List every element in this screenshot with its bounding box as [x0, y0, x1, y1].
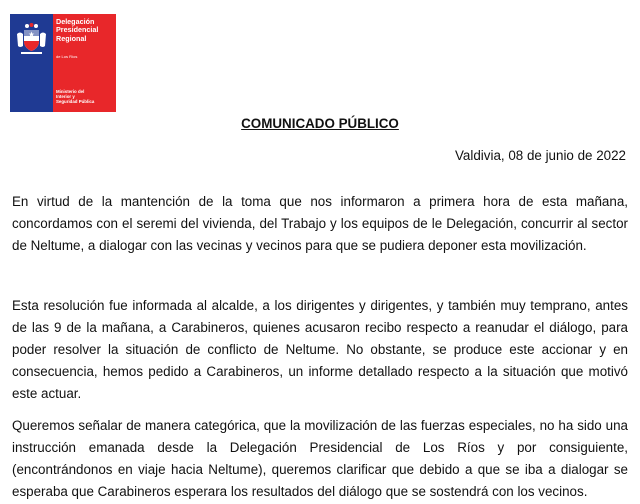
logo-red-panel	[53, 14, 116, 112]
document-date: Valdivia, 08 de junio de 2022	[455, 148, 626, 163]
logo-ministry: Ministerio del Interior y Seguridad Pública	[56, 89, 95, 105]
paragraph: En virtud de la mantención de la toma que nos informaron a primera hora de esta mañana, concordamos con el seremi del vivienda, del Trabajo y los equipos de le Delegación, concurrir al sector de Neltume, a dialogar con las vecinas y vecinos para que se pudiera deponer esta movilización.	[12, 194, 628, 254]
paragraph: Esta resolución fue informada al alcalde, a los dirigentes y dirigentes, y también muy temprano, antes de las 9 de la mañana, a Carabineros, quienes acusaron recibo respecto a reanudar el diálogo, para poder resolver la situación de conflicto de Neltume. No obstante, se produce este accionar y en consecuencia, hemos pedido a Carabineros, un informe detallado respecto a la situación que motivó este actuar.	[12, 298, 628, 402]
institution-logo	[10, 14, 116, 112]
coat-of-arms-icon	[14, 22, 49, 56]
logo-title: Delegación Presidencial Regional	[56, 17, 99, 43]
paragraph: Queremos señalar de manera categórica, que la movilización de las fuerzas especiales, no ha sido una instrucción emanada desde la Delegación Presidencial de Los Ríos y por consiguiente, (encontrándonos en viaje hacia Neltume), queremos clarificar que debido a que se iba a dialogar se esperaba que Carabineros esperara los resultados del diálogo que se sostendrá con los vecinos.	[12, 418, 628, 500]
document-heading: COMUNICADO PÚBLICO	[241, 116, 399, 131]
logo-region: de Los Ríos	[56, 54, 78, 59]
logo-blue-panel	[10, 14, 53, 112]
